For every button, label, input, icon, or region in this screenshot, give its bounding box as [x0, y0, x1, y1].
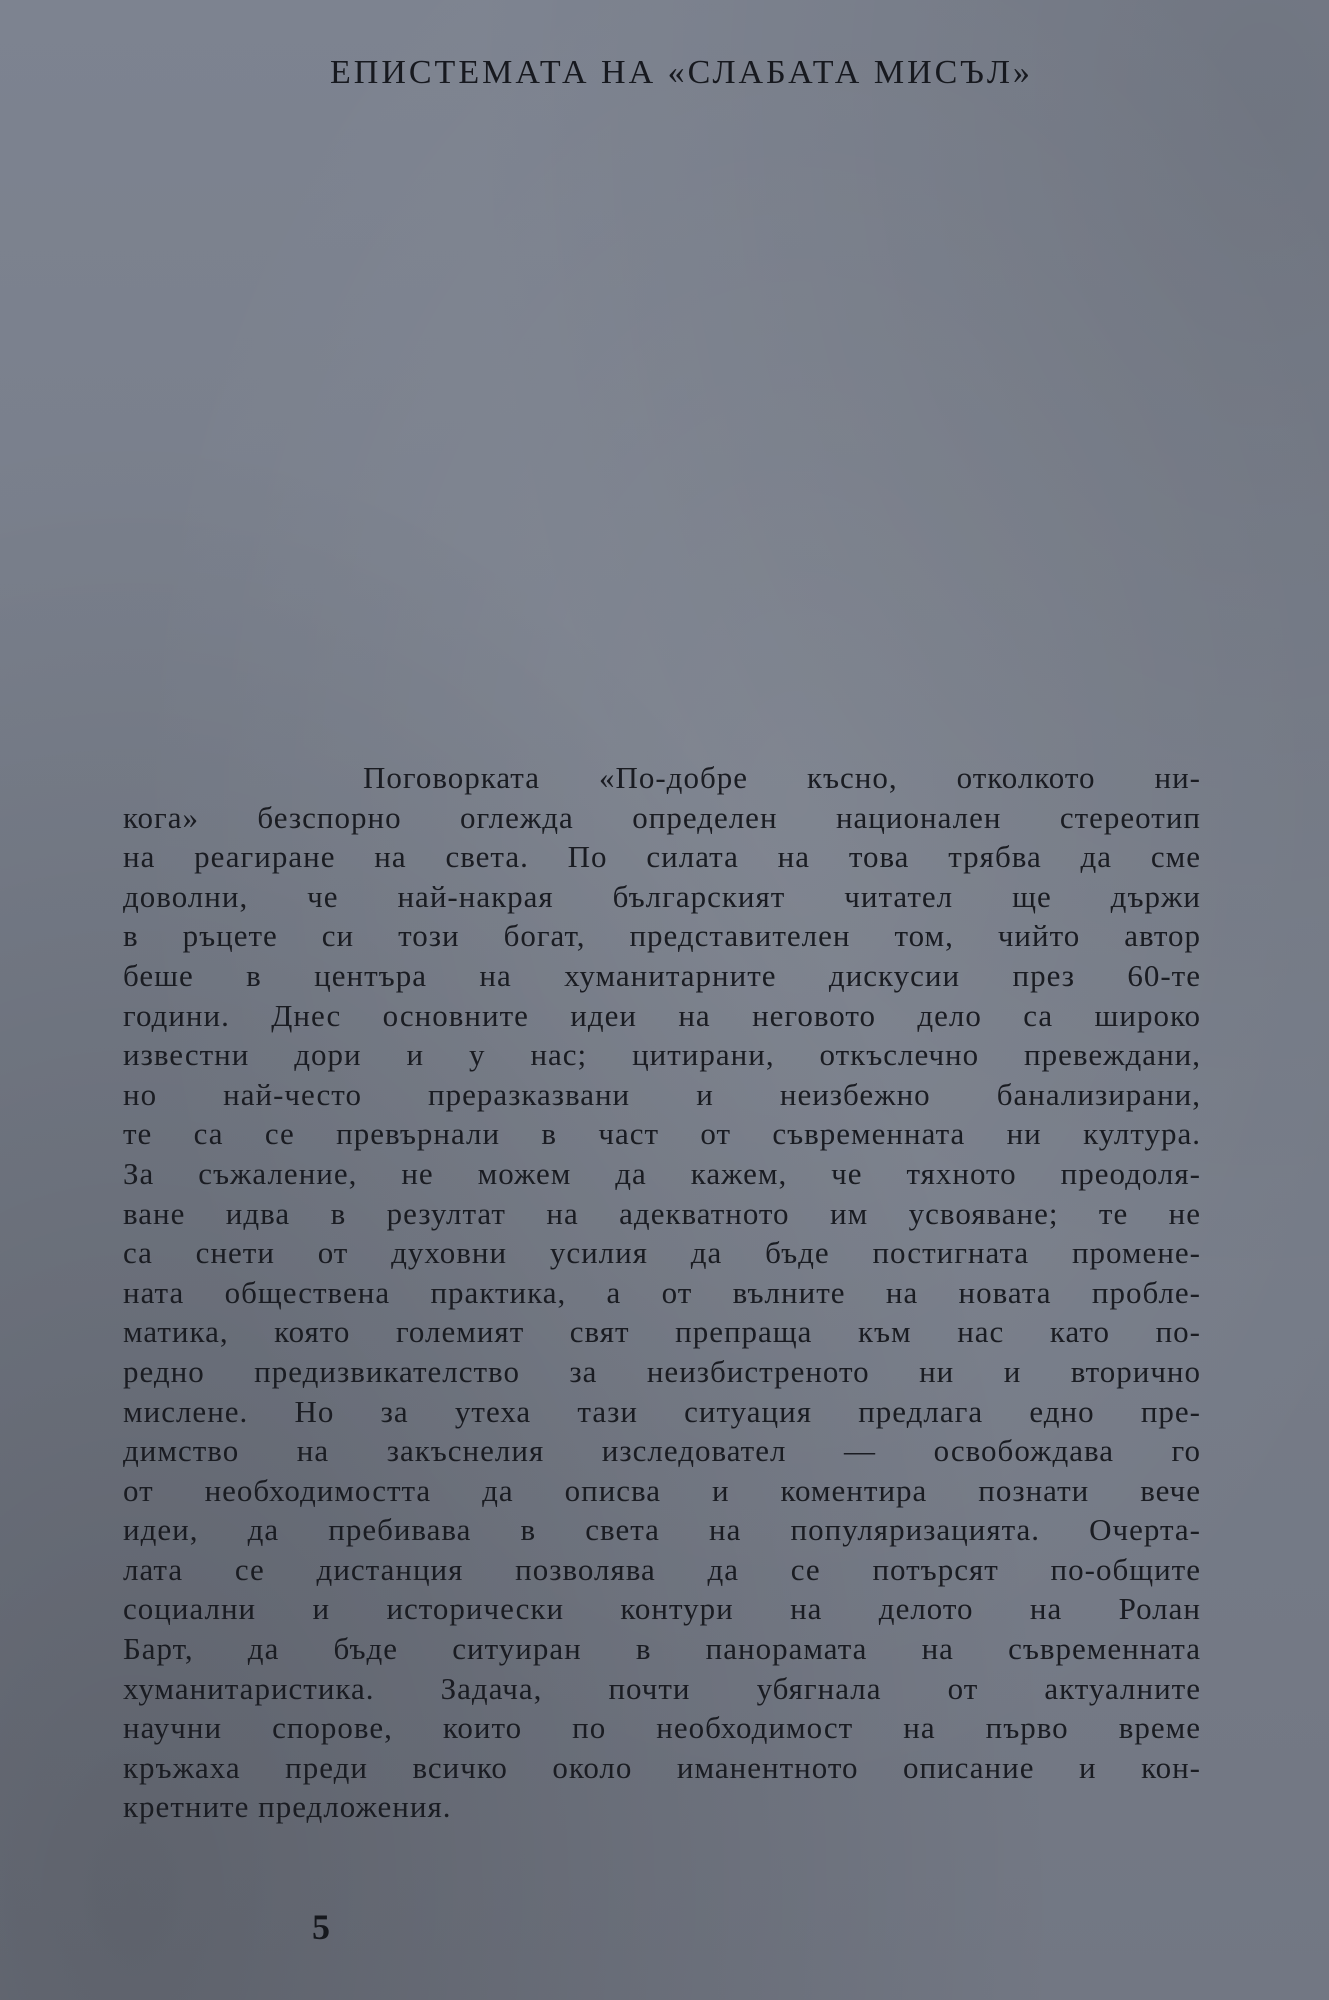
text-line: в ръцете си този богат, представителен том, чийто автор [123, 918, 1201, 954]
text-line: на реагиране на света. По силата на това трябва да сме [123, 839, 1201, 875]
text-line: беше в центъра на хуманитарните дискусии през 60-те [123, 957, 1201, 993]
text-line: от необходимостта да описва и коментира познати вече [123, 1472, 1201, 1508]
body-paragraph [123, 758, 1201, 1827]
text-line: те са се превърнали в част от съвременната ни култура. [123, 1116, 1201, 1152]
text-line: години. Днес основните идеи на неговото дело са широко [123, 997, 1201, 1033]
text-line: кръжаха преди всичко около иманентното описание и кон- [123, 1749, 1201, 1785]
text-line: доволни, че най-накрая българският читател ще държи [123, 878, 1201, 914]
text-line: идеи, да пребивава в света на популяризацията. Очерта- [123, 1512, 1201, 1548]
text-line: редно предизвикателство за неизбистреното ни и вторично [123, 1353, 1201, 1389]
text-line: хуманитаристика. Задача, почти убягнала от актуалните [123, 1670, 1201, 1706]
text-line: кога» безспорно оглежда определен национален стереотип [123, 799, 1201, 835]
text-line: известни дори и у нас; цитирани, откъслечно превеждани, [123, 1037, 1201, 1073]
text-line: лата се дистанция позволява да се потърсят по-общите [123, 1551, 1201, 1587]
page-number: 5 [312, 1907, 330, 1947]
text-line: научни спорове, които по необходимост на първо време [123, 1710, 1201, 1746]
text-line: За съжаление, не можем да кажем, че тяхното преодоля- [123, 1155, 1201, 1191]
text-line: матика, която големият свят препраща към нас като по- [123, 1314, 1201, 1350]
text-line: са снети от духовни усилия да бъде постигната промене- [123, 1235, 1201, 1271]
text-line: ната обществена практика, а от вълните на новата пробле- [123, 1274, 1201, 1310]
running-head-title: ЕПИСТЕМАТА НА «СЛАБАТА МИСЪЛ» [330, 54, 1033, 91]
text-line: Поговорката «По-добре късно, отколкото ни- [363, 760, 1201, 795]
text-line: Барт, да бъде ситуиран в панорамата на съвременната [123, 1631, 1201, 1667]
text-line: ване идва в резултат на адекватното им усвояване; те не [123, 1195, 1201, 1231]
text-line: кретните предложения. [123, 1789, 452, 1825]
text-line: социални и исторически контури на делото на Ролан [123, 1591, 1201, 1627]
text-line: димство на закъснелия изследовател — освобождава го [123, 1433, 1201, 1469]
text-line: мислене. Но за утеха тази ситуация предлага едно пре- [123, 1393, 1201, 1429]
text-line: но най-често преразказвани и неизбежно банализирани, [123, 1076, 1201, 1112]
